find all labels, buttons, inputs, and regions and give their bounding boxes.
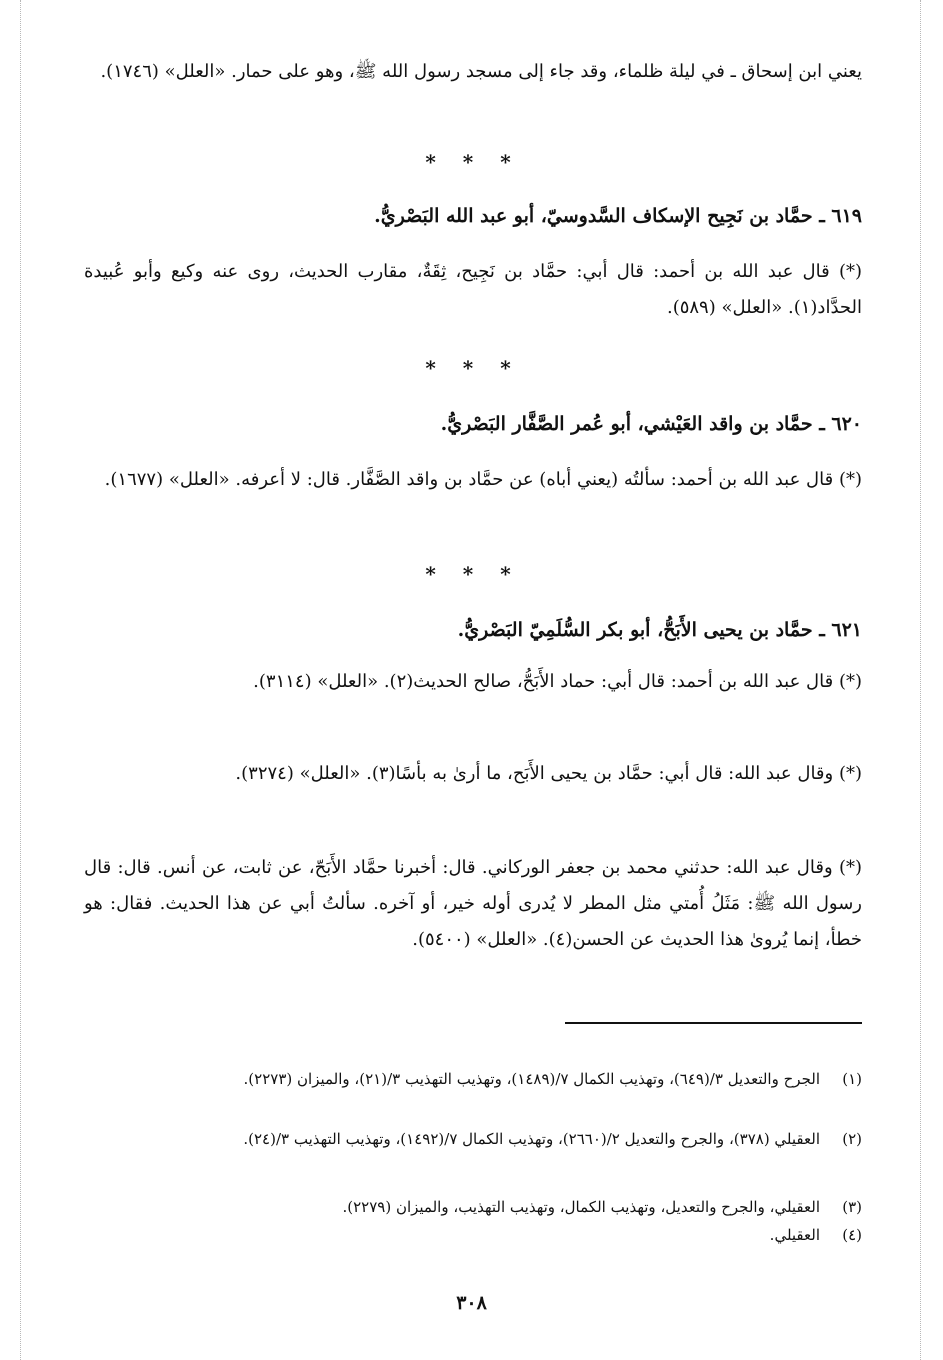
footnote-text: الجرح والتعديل ٣/(٦٤٩)، وتهذيب الكمال ٧/(١٤٨٩)، وتهذيب التهذيب ٣/(٢١)، والميزان (٢٢٧٣).: [243, 1070, 820, 1088]
footnote-3: [84, 1194, 862, 1220]
entry-text-621-a: (*) قال عبد الله بن أحمد: قال أبي: حماد الأَبَحُّ، صالح الحديث(٢). «العلل» (٣١١٤).: [253, 671, 862, 692]
footnote-separator-rule: [565, 1022, 862, 1024]
footnote-1: [84, 1066, 862, 1092]
entry-text-619: (*) قال عبد الله بن أحمد: قال أبي: حمَّاد بن نَجِيح، ثِقَةٌ، مقارب الحديث، روى عنه وكيع وأبو عُبيدة الحدَّاد(١). «العلل» (٥٨٩).: [84, 261, 862, 318]
footnote-number: (٤): [842, 1226, 862, 1244]
entry-heading-619: ٦١٩ ـ حمَّاد بن نَجِيح الإسكاف السَّدوسيّ، أبو عبد الله البَصْريُّ.: [374, 205, 862, 227]
footnote-text: العقيلي (٣٧٨)، والجرح والتعديل ٢/(٢٦٦٠)، وتهذيب الكمال ٧/(١٤٩٢)، وتهذيب التهذيب ٣/(٢٤).: [243, 1130, 820, 1148]
footnote-number: (٣): [842, 1198, 862, 1216]
entry-text-620: (*) قال عبد الله بن أحمد: سألتُه (يعني أباه) عن حمَّاد بن واقد الصَّفَّار. قال: لا أعرفه. «العلل» (١٦٧٧).: [104, 469, 862, 490]
paragraph-continuation: يعني ابن إسحاق ـ في ليلة ظلماء، وقد جاء إلى مسجد رسول الله ﷺ، وهو على حمار. «العلل» (١٧٤٦).: [100, 61, 862, 82]
entry-heading-620: ٦٢٠ ـ حمَّاد بن واقد العَيْشي، أبو عُمر الصَّفَّار البَصْريُّ.: [440, 413, 862, 435]
entry-text-621-c: (*) وقال عبد الله: حدثني محمد بن جعفر الوركاني. قال: أخبرنا حمَّاد الأَبَحّ، عن ثابت، عن أنس. قال: قال رسول الله ﷺ: مَثَلُ أُمتي مثل المطر لا يُدرى أوله خير، أو آخره. سألتُ أبي عن هذا الحديث. فقال: هو خطأ، إنما يُروىٰ هذا الحديث عن الحسن(٤). «العلل» (٥٤٠٠).: [84, 857, 862, 950]
footnote-2: [84, 1126, 862, 1152]
footnote-4: [84, 1222, 862, 1248]
footnote-text: العقيلي.: [769, 1226, 820, 1244]
entry-heading-621: ٦٢١ ـ حمَّاد بن يحيى الأَبَحُّ، أبو بكر السُّلَمِيّ البَصْريُّ.: [457, 619, 862, 641]
footnote-text: العقيلي، والجرح والتعديل، وتهذيب الكمال، وتهذيب التهذيب، والميزان (٢٢٧٩).: [342, 1198, 820, 1216]
footnote-number: (٢): [842, 1130, 862, 1148]
footnote-number: (١): [842, 1070, 862, 1088]
page-number: ٣٠٨: [456, 1292, 487, 1314]
section-separator: * * *: [425, 562, 521, 586]
left-margin-line: [20, 0, 21, 1360]
section-separator: * * *: [425, 150, 521, 174]
right-margin-line: [920, 0, 921, 1360]
entry-text-621-b: (*) وقال عبد الله: قال أبي: حمَّاد بن يحيى الأَبَح، ما أرىٰ به بأسًا(٣). «العلل» (٣٢٧٤).: [235, 763, 862, 784]
section-separator: * * *: [425, 356, 521, 380]
